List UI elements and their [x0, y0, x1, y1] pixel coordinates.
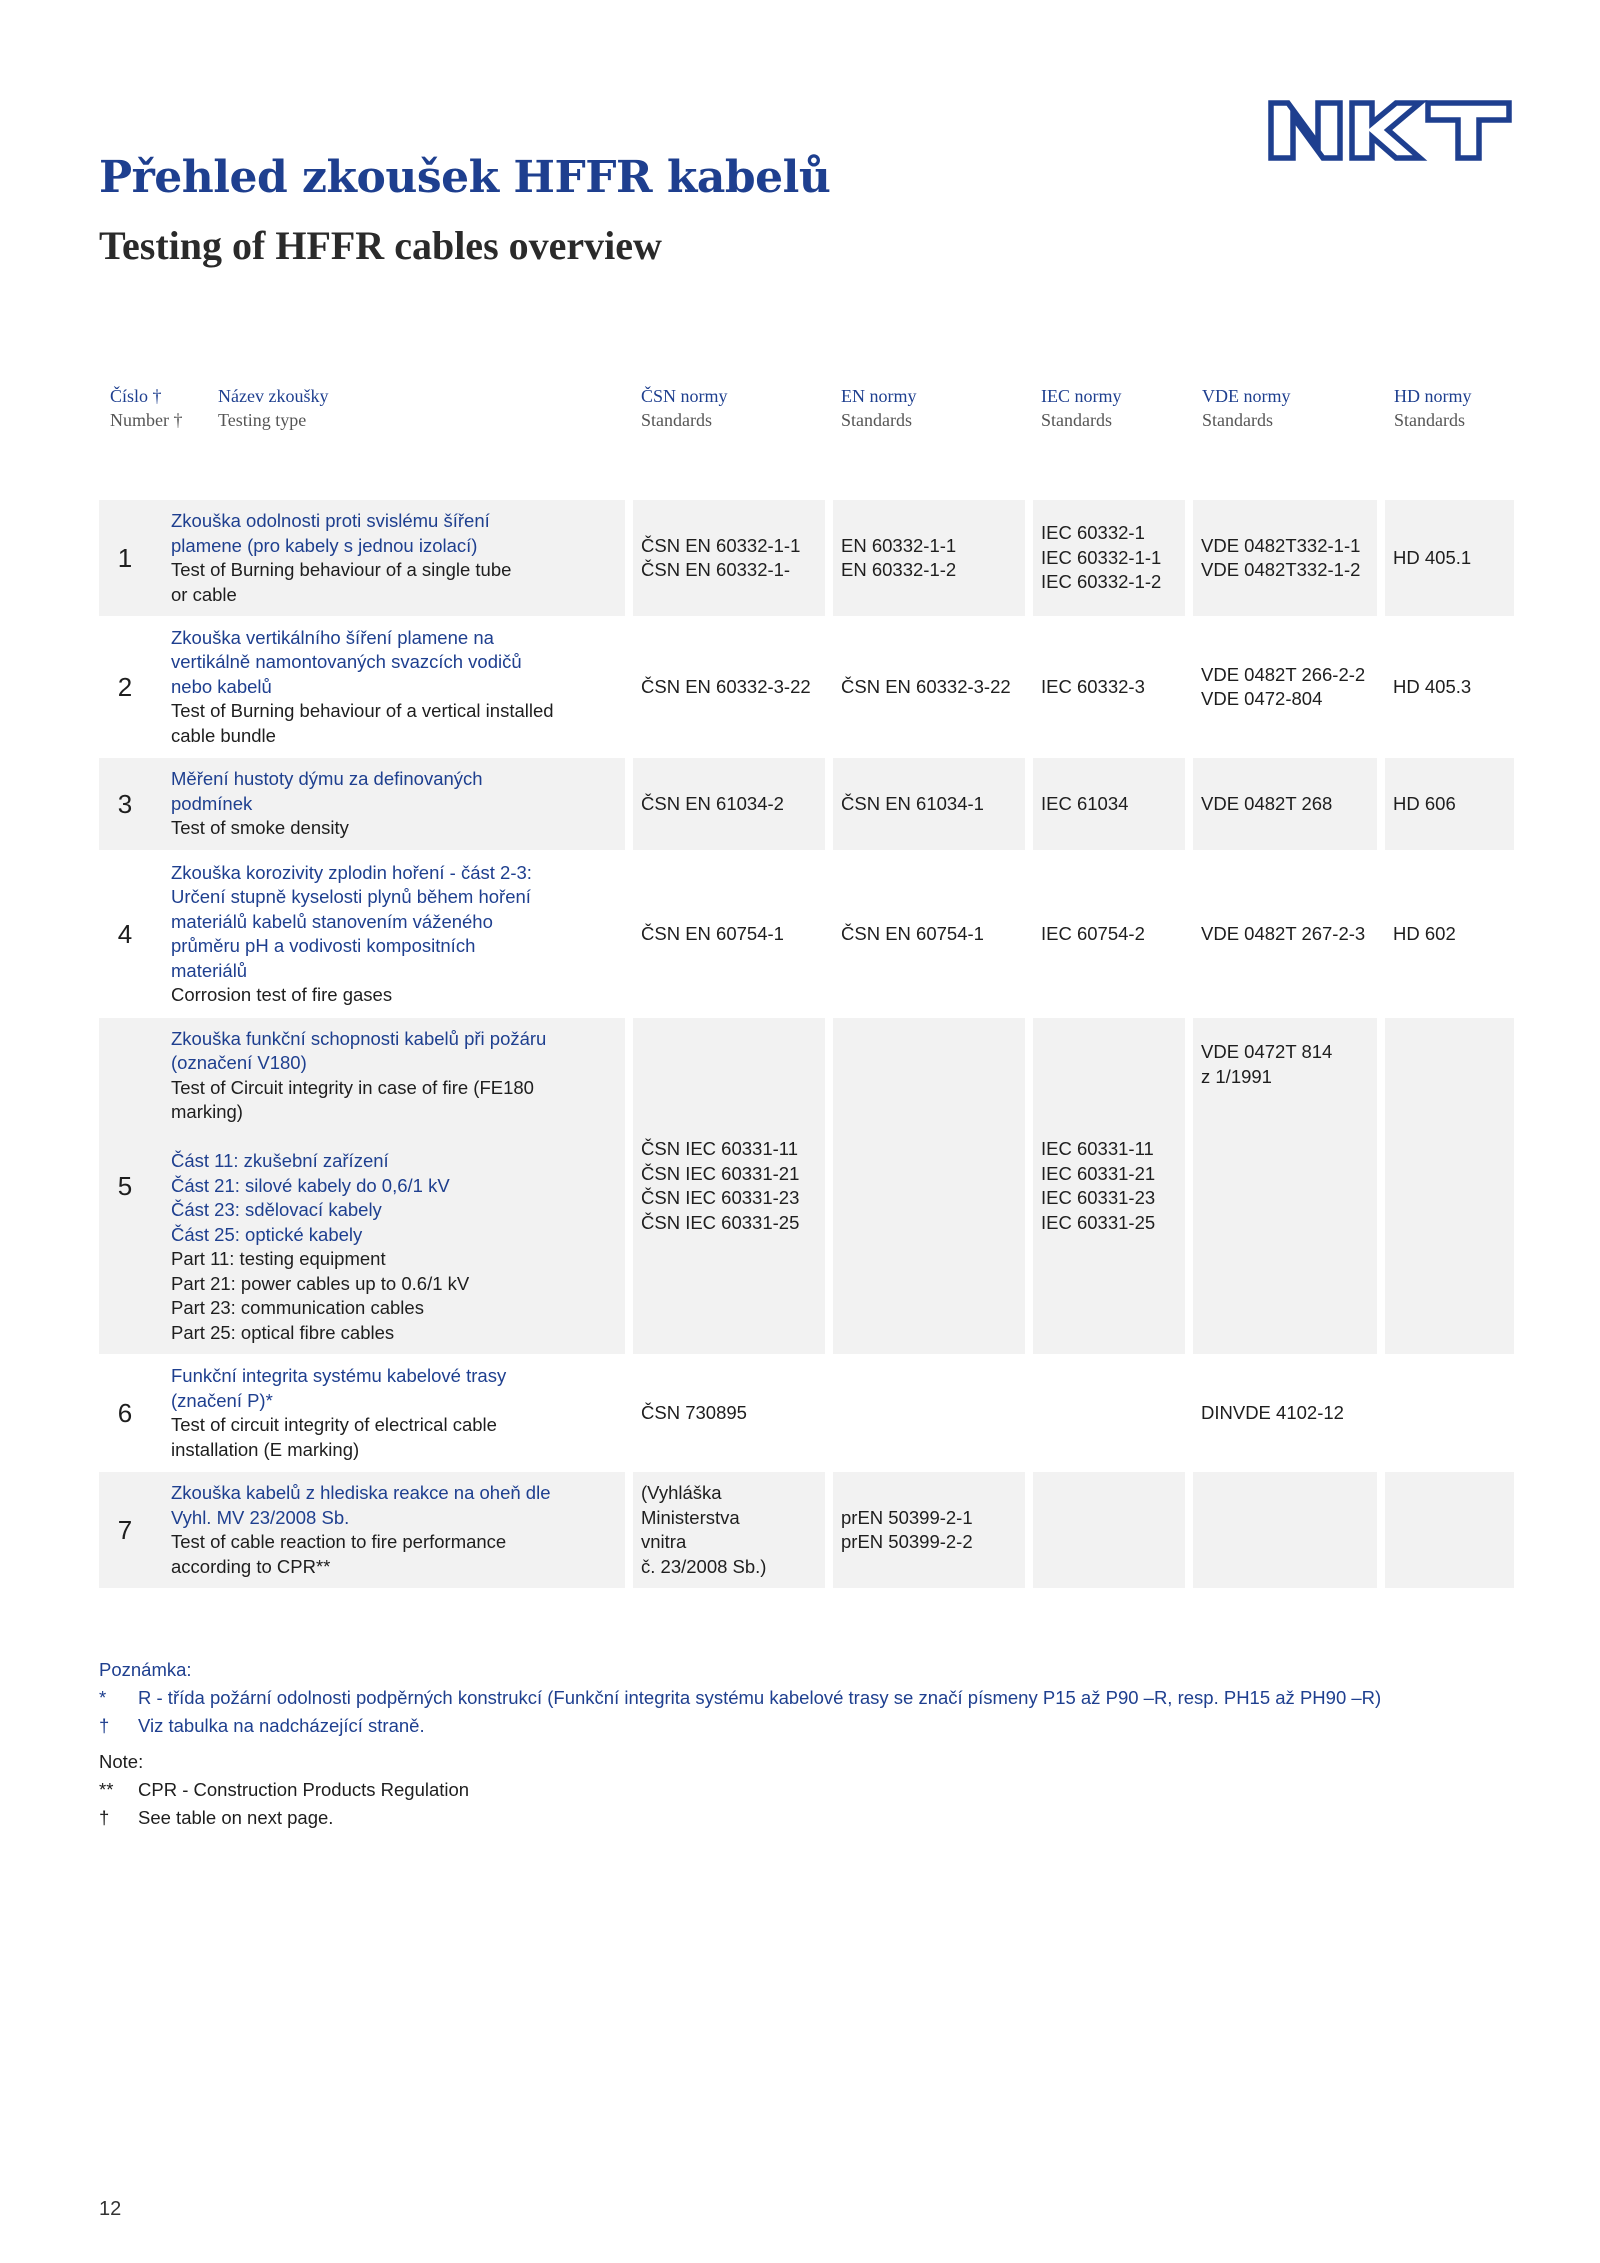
- testing-type-cell: Funkční integrita systému kabelové trasy (značení P)* Test of circuit integrity of electrical cable installation (E marking): [171, 1365, 507, 1460]
- en-standards-cell: prEN 50399-2-1 prEN 50399-2-2: [833, 1472, 1025, 1588]
- iec-standards-cell: IEC 60332-3: [1041, 675, 1145, 697]
- page-title: Přehled zkoušek HFFR kabelů: [99, 152, 831, 203]
- note-item: ** CPR - Construction Products Regulation: [99, 1779, 470, 1800]
- page-subtitle: Testing of HFFR cables overview: [99, 223, 662, 268]
- csn-standards-cell: ČSN EN 61034-2: [633, 758, 825, 850]
- en-standards-cell: ČSN EN 60332-3-22: [841, 675, 1011, 697]
- en-standards-cell: ČSN EN 61034-1: [833, 758, 1025, 850]
- testing-type-cell: Zkouška funkční schopnosti kabelů při požáru (označení V180) Test of Circuit integrity in case of fire (FE180 marking) Část 11: zkušební zařízení Část 21: silové kabely do 0,6/1 kV Část 23: sdělovací kabely Část 25: optické kabely Part 11: testing equipment Part 21: power cables up to 0.6/1 kV Part 23: communication cables Part 25: optical fibre cables: [151, 1018, 625, 1354]
- row-number: 2: [117, 671, 133, 702]
- row-number: 3: [99, 758, 151, 850]
- csn-standards-cell: (Vyhláška Ministerstva vnitra č. 23/2008 Sb.): [633, 1472, 825, 1588]
- row-number: 1: [99, 500, 151, 616]
- vde-standards-cell: DINVDE 4102-12: [1201, 1401, 1344, 1423]
- table-row: [99, 1472, 1514, 1588]
- page-number: 12: [99, 2198, 122, 2220]
- iec-standards-cell: IEC 60332-1 IEC 60332-1-1 IEC 60332-1-2: [1033, 500, 1185, 616]
- row-number: 4: [117, 918, 133, 949]
- csn-standards-cell: ČSN 730895: [641, 1401, 747, 1423]
- testing-type-cell: Zkouška kabelů z hlediska reakce na oheň dle Vyhl. MV 23/2008 Sb. Test of cable reaction to fire performance according to CPR**: [151, 1472, 625, 1588]
- vde-standards-cell: VDE 0472T 814 z 1/1991: [1193, 1018, 1377, 1354]
- column-header-number: Číslo † Number †: [110, 386, 183, 430]
- vde-standards-cell: VDE 0482T 268: [1193, 758, 1377, 850]
- testing-type-cell: Zkouška odolnosti proti svislému šíření plamene (pro kabely s jednou izolací) Test of Burning behaviour of a single tube or cable: [151, 500, 625, 616]
- column-header-testing-type: Název zkoušky Testing type: [218, 386, 329, 430]
- note-item: † Viz tabulka na nadcházející straně.: [99, 1715, 425, 1736]
- table-row: [99, 854, 1514, 1014]
- hd-standards-cell: [1385, 1358, 1514, 1468]
- csn-standards-cell: ČSN IEC 60331-11 ČSN IEC 60331-21 ČSN IEC 60331-23 ČSN IEC 60331-25: [633, 1018, 825, 1354]
- nkt-logo: [1268, 100, 1512, 161]
- row-number: 7: [99, 1472, 151, 1588]
- notes-section: [99, 1656, 1514, 1832]
- hd-standards-cell: [1385, 1018, 1514, 1354]
- table-row: [99, 1018, 1514, 1354]
- en-standards-cell: ČSN EN 60754-1: [841, 922, 984, 944]
- table-row: [99, 758, 1514, 850]
- iec-standards-cell: IEC 60331-11 IEC 60331-21 IEC 60331-23 IEC 60331-25: [1033, 1018, 1185, 1354]
- csn-standards-cell: ČSN EN 60332-3-22: [641, 675, 811, 697]
- iec-standards-cell: [1033, 1472, 1185, 1588]
- testing-type-cell: Měření hustoty dýmu za definovaných podmínek Test of smoke density: [151, 758, 625, 850]
- hd-standards-cell: HD 405.1: [1385, 500, 1514, 616]
- iec-standards-cell: IEC 60754-2: [1041, 922, 1145, 944]
- testing-type-cell: Zkouška vertikálního šíření plamene na vertikálně namontovaných svazcích vodičů nebo kabelů Test of Burning behaviour of a vertical installed cable bundle: [171, 626, 554, 746]
- column-header-vde: VDE normy Standards: [1202, 386, 1291, 430]
- note-item: † See table on next page.: [99, 1807, 334, 1828]
- hd-standards-cell: [1385, 1472, 1514, 1588]
- notes-heading-cz: Poznámka:: [99, 1659, 192, 1680]
- hd-standards-cell: HD 602: [1393, 922, 1456, 944]
- row-number: 6: [117, 1397, 133, 1428]
- note-item: * R - třída požární odolnosti podpěrných konstrukcí (Funkční integrita systému kabelové trasy se značí písmeny P15 až P90 –R, resp. PH15 až PH90 –R): [99, 1687, 1382, 1708]
- vde-standards-cell: VDE 0482T332-1-1 VDE 0482T332-1-2: [1193, 500, 1377, 616]
- table-header: [0, 384, 1600, 444]
- column-header-csn: ČSN normy Standards: [641, 386, 728, 430]
- notes-heading-en: Note:: [99, 1751, 144, 1772]
- en-standards-cell: [833, 1018, 1025, 1354]
- hd-standards-cell: HD 405.3: [1393, 675, 1472, 697]
- row-number: 5: [99, 1018, 151, 1354]
- table-row: [99, 1358, 1514, 1468]
- vde-standards-cell: [1193, 1472, 1377, 1588]
- vde-standards-cell: VDE 0482T 266-2-2 VDE 0472-804: [1201, 663, 1366, 709]
- hd-standards-cell: HD 606: [1385, 758, 1514, 850]
- testing-type-cell: Zkouška korozivity zplodin hoření - část 2-3: Určení stupně kyselosti plynů během hoření materiálů kabelů stanovením váženého průměru pH a vodivosti kompositních materiálů Corrosion test of fire gases: [171, 861, 532, 1005]
- iec-standards-cell: [1033, 1358, 1185, 1468]
- csn-standards-cell: ČSN EN 60332-1-1 ČSN EN 60332-1-: [633, 500, 825, 616]
- table-row: [99, 500, 1514, 616]
- column-header-en: EN normy Standards: [841, 386, 917, 430]
- table-row: [99, 620, 1514, 754]
- column-header-iec: IEC normy Standards: [1041, 386, 1122, 430]
- en-standards-cell: [833, 1358, 1025, 1468]
- column-header-hd: HD normy Standards: [1394, 386, 1472, 430]
- iec-standards-cell: IEC 61034: [1033, 758, 1185, 850]
- csn-standards-cell: ČSN EN 60754-1: [641, 922, 784, 944]
- en-standards-cell: EN 60332-1-1 EN 60332-1-2: [833, 500, 1025, 616]
- vde-standards-cell: VDE 0482T 267-2-3: [1201, 922, 1366, 944]
